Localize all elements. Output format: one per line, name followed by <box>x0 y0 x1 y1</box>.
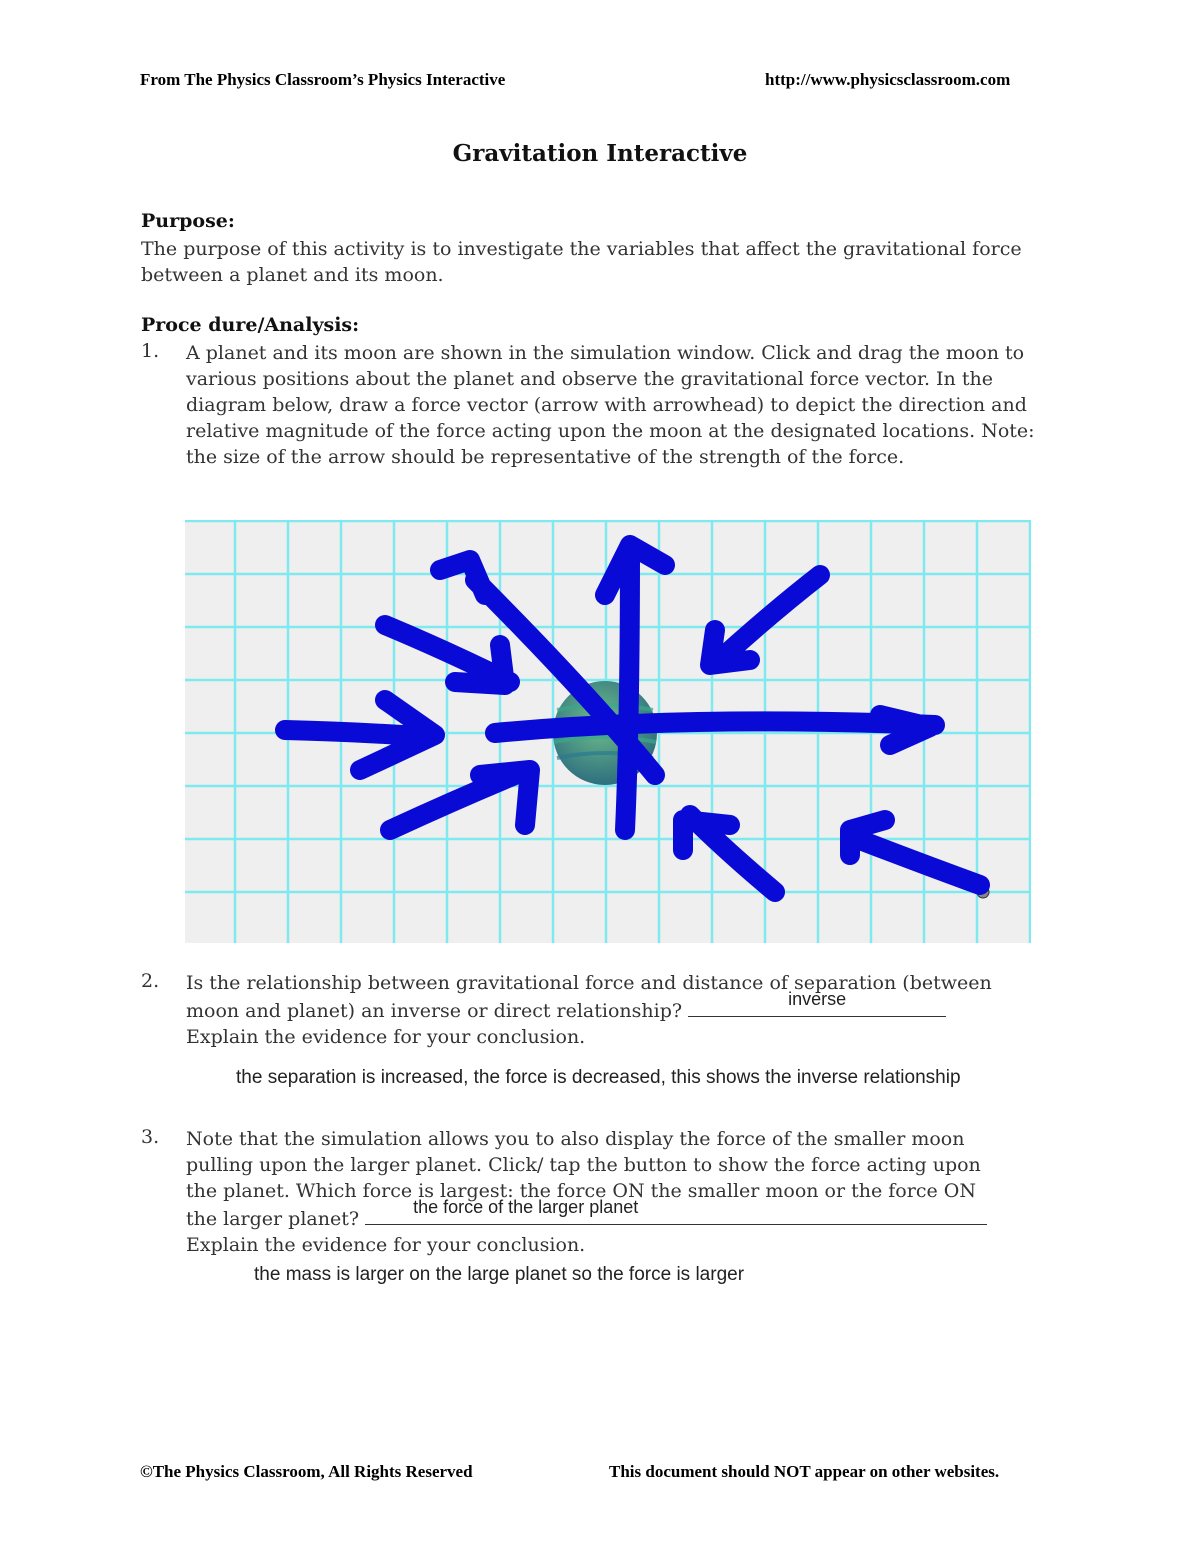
page-title: Gravitation Interactive <box>452 140 748 167</box>
question-3-number: 3. <box>141 1126 160 1148</box>
purpose-heading: Purpose: <box>141 210 235 232</box>
question-3-line-3: the planet. Which force is largest: the force ON the smaller moon or the force ON <box>186 1180 976 1202</box>
question-2-number: 2. <box>141 970 160 992</box>
question-3-text <box>186 1126 1066 1258</box>
question-2-line-1: Is the relationship between gravitational force and distance of separation (between <box>186 972 992 994</box>
question-2-line-3: Explain the evidence for your conclusion. <box>186 1026 586 1048</box>
header-left-text: From The Physics Classroom’s Physics Interactive <box>140 70 506 89</box>
question-3-inline-answer: the force of the larger planet <box>413 1197 639 1217</box>
footer-copyright: ©The Physics Classroom, All Rights Reserved <box>140 1462 473 1481</box>
question-2-answer-field[interactable] <box>688 989 946 1017</box>
question-3-line-1: Note that the simulation allows you to also display the force of the smaller moon <box>186 1128 965 1150</box>
question-1-text: A planet and its moon are shown in the simulation window. Click and drag the moon to various positions about the planet and observe the gravitational force vector. In the diagram below, draw a force vector (arrow with arrowhead) to depict the direction and relative magnitude of the force acting upon the moon at the designated locations. Note: the size of the arrow should be representative of the strength of the force. <box>186 342 1035 468</box>
purpose-text: The purpose of this activity is to investigate the variables that affect the gravitational force between a planet and its moon. <box>141 238 1022 286</box>
question-3-line-2: pulling upon the larger planet. Click/ tap the button to show the force acting upon <box>186 1154 981 1176</box>
question-2-inline-answer: inverse <box>788 989 847 1009</box>
question-3-line-4-text: the larger planet? <box>186 1208 360 1230</box>
question-1-number: 1. <box>141 340 160 362</box>
question-2-line-2 <box>186 989 1066 1024</box>
header-url[interactable]: http://www.physicsclassroom.com <box>765 70 1011 89</box>
question-3-line-5: Explain the evidence for your conclusion. <box>186 1234 586 1256</box>
question-2-text <box>186 970 1066 1050</box>
question-3-answer-field[interactable] <box>365 1197 987 1225</box>
question-2-line-2-text: moon and planet) an inverse or direct relationship? <box>186 1000 683 1022</box>
question-3-line-4 <box>186 1197 1066 1232</box>
footer-notice: This document should NOT appear on other websites. <box>609 1462 1000 1481</box>
question-2-explanation-answer[interactable]: the separation is increased, the force is decreased, this shows the inverse relationship <box>236 1067 961 1088</box>
question-3-explanation-answer[interactable]: the mass is larger on the large planet so the force is larger <box>254 1264 745 1285</box>
procedure-heading: Proce dure/Analysis: <box>141 314 360 336</box>
force-vector-diagram <box>185 520 1031 943</box>
